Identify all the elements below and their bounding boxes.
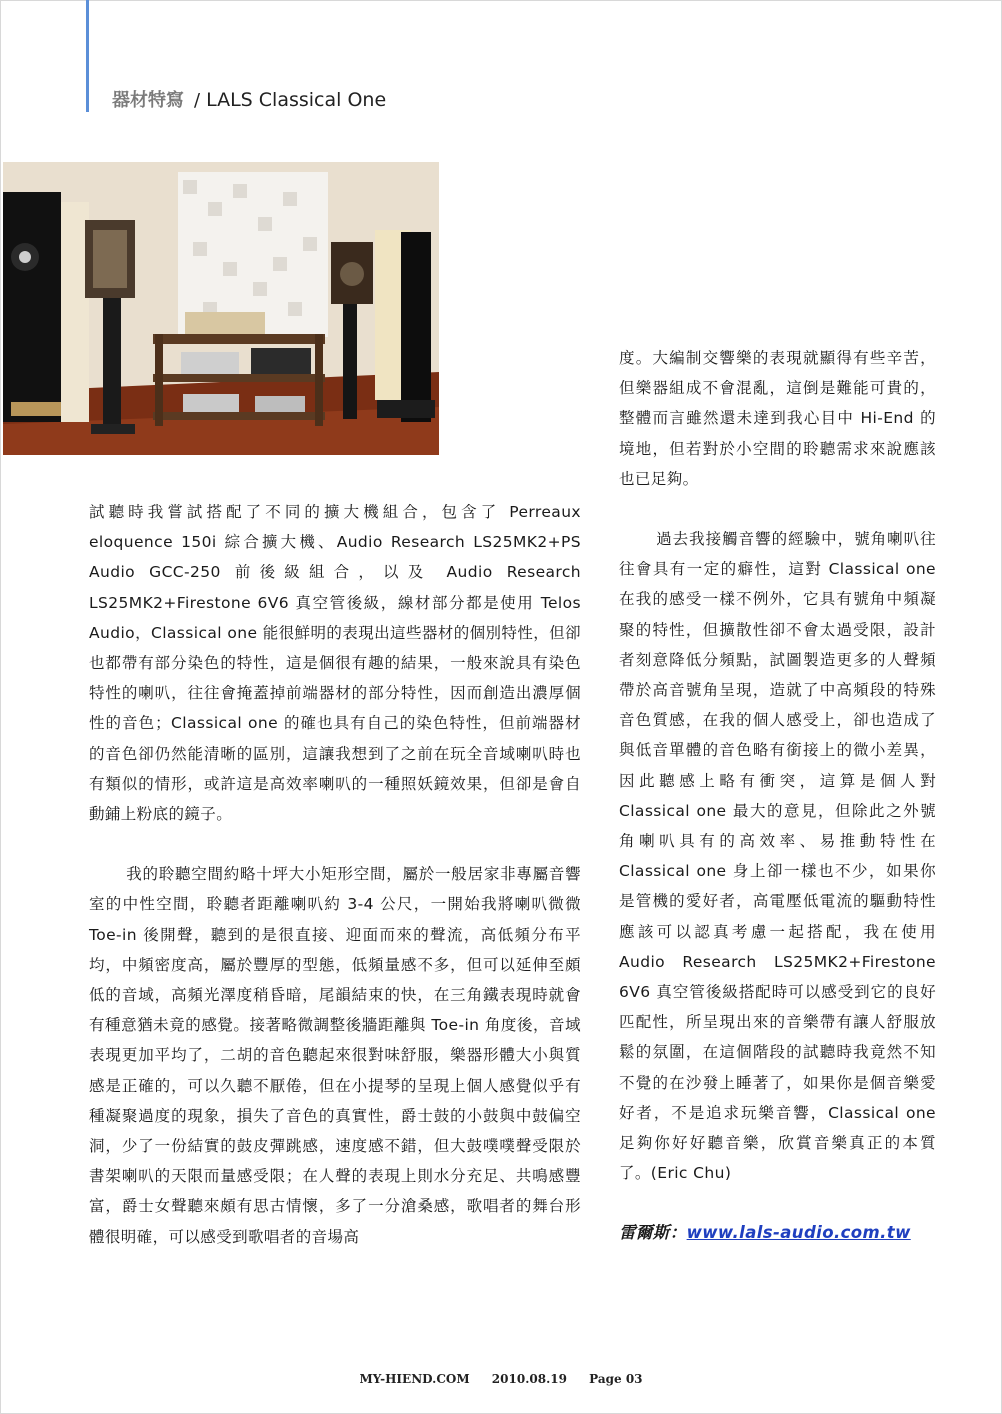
right-floor-speaker	[375, 230, 435, 422]
footer-date: 2010.08.19	[491, 1372, 567, 1386]
article-column-left	[89, 497, 581, 1252]
header-separator: /	[194, 90, 201, 111]
photo-illustration	[3, 162, 439, 455]
page-header	[112, 86, 386, 114]
page-footer	[0, 1372, 1002, 1386]
footer-site: MY-HIEND.COM	[359, 1372, 470, 1386]
paragraph-horn-experience: 過去我接觸音響的經驗中，號角喇叭往往會具有一定的癖性，這對 Classical one 在我的感受一樣不例外，它具有號角中頻凝聚的特性，但擴散性卻不會太過受限，設計者刻意降低分頻點，試圖製造更多的人聲頻帶於高音號角呈現，造就了中高頻段的特殊音色質感，在我的個人感受上，卻也造成了與低音單體的音色略有銜接上的微小差異，因此聽感上略有衝突，這算是個人對 Classical one 最大的意見，但除此之外號角喇叭具有的高效率、易推動特性在 Classical one 身上卻一樣也不少，如果你是管機的愛好者，高電壓低電流的驅動特性應該可以認真考慮一起搭配，我在使用 Audio Research LS25MK2+Firestone 6V6 真空管後級搭配時可以感受到它的良好匹配性，所呈現出來的音樂帶有讓人舒服放鬆的氛圍，在這個階段的試聽時我竟然不知不覺的在沙發上睡著了，如果你是個音樂愛好者，不是追求玩樂音響，Classical one 足夠你好好聽音樂，欣賞音樂真正的本質了。(Eric Chu)	[619, 530, 936, 1183]
section-title: 器材特寫	[112, 90, 184, 111]
article-column-right	[619, 343, 936, 1249]
header-accent-bar	[86, 0, 89, 112]
paragraph-orchestral: 度。大編制交響樂的表現就顯得有些辛苦，但樂器組成不會混亂，這倒是難能可貴的，整體而言雖然還未達到我心目中 Hi-End 的境地，但若對於小空間的聆聽需求來說應該也已足夠。	[619, 349, 936, 488]
product-title: LALS Classical One	[206, 89, 387, 111]
distributor-label: 雷爾斯：	[619, 1223, 687, 1243]
paragraph-listening-space: 我的聆聽空間約略十坪大小矩形空間，屬於一般居家非專屬音響室的中性空間，聆聽者距離喇叭約 3-4 公尺，一開始我將喇叭微微 Toe-in 後開聲，聽到的是很直接、迎面而來的聲流，高低頻分布平均，中頻密度高，屬於豐厚的型態，低頻量感不多，但可以延伸至頗低的音域，高頻光澤度稍昏暗，尾韻結束的快，在三角鐵表現時就會有種意猶未竟的感覺。接著略微調整後牆距離與 Toe-in 角度後，音域表現更加平均了，二胡的音色聽起來很對味舒服，樂器形體大小與質感是正確的，可以久聽不厭倦，但在小提琴的呈現上個人感覺似乎有種凝聚過度的現象，損失了音色的真實性，爵士鼓的小鼓與中鼓偏空洞，少了一份結實的鼓皮彈跳感，速度感不錯，但大鼓噗噗聲受限於書架喇叭的天限而量感受限；在人聲的表現上則水分充足、共鳴感豐富，爵士女聲聽來頗有思古情懷，多了一分滄桑感，歌唱者的舞台形體很明確，可以感受到歌唱者的音場高	[89, 865, 581, 1246]
distributor-contact	[619, 1218, 936, 1248]
left-floor-speaker	[3, 192, 61, 422]
distributor-url-link[interactable]: www.lals-audio.com.tw	[686, 1223, 911, 1243]
footer-page-number: Page 03	[589, 1372, 643, 1386]
paragraph-amplifier-pairing: 試聽時我嘗試搭配了不同的擴大機組合，包含了 Perreaux eloquence 150i 綜合擴大機、Audio Research LS25MK2+PS Audio GCC-250 前後級組合，以及 Audio Research LS25MK2+Firestone 6V6 真空管後級，線材部分都是使用 Telos Audio，Classical one 能很鮮明的表現出這些器材的個別特性，但卻也都帶有部分染色的特性，這是個很有趣的結果，一般來說具有染色特性的喇叭，往往會掩蓋掉前端器材的部分特性，因而創造出濃厚個性的音色；Classical one 的確也具有自己的染色特性，但前端器材的音色卻仍然能清晰的區別，這讓我想到了之前在玩全音域喇叭時也有類似的情形，或許這是高效率喇叭的一種照妖鏡效果，但卻是會自動鋪上粉底的鏡子。	[89, 503, 581, 824]
listening-room-photo	[3, 162, 439, 455]
